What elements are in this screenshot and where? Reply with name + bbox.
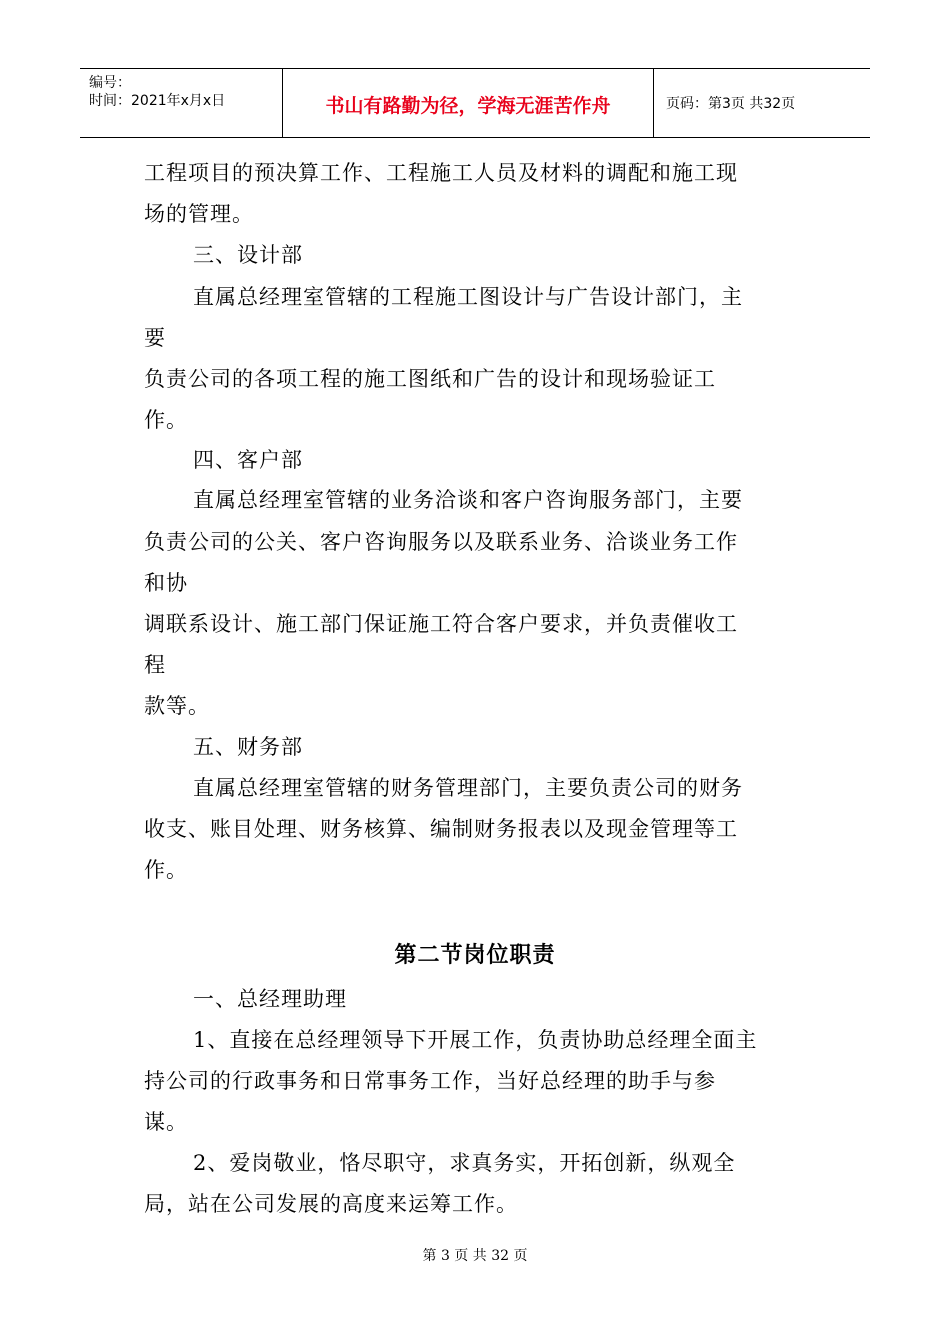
body-line: 1、直接在总经理领导下开展工作，负责协助总经理全面主	[193, 1028, 758, 1052]
section-title: 第二节岗位职责	[394, 942, 556, 968]
body-line: 持公司的行政事务和日常事务工作，当好总经理的助手与参	[144, 1069, 716, 1093]
body-line: 款等。	[144, 694, 210, 718]
body-line: 负责公司的各项工程的施工图纸和广告的设计和现场验证工	[144, 367, 716, 391]
document-time: 时间：2021年x月x日	[89, 93, 226, 109]
department-heading: 三、设计部	[193, 243, 303, 267]
body-line: 谋。	[144, 1110, 188, 1134]
header-page-cell	[653, 69, 870, 137]
body-line: 局，站在公司发展的高度来运筹工作。	[144, 1192, 518, 1216]
body-line: 直属总经理室管辖的工程施工图设计与广告设计部门，主	[193, 285, 743, 309]
role-heading: 一、总经理助理	[193, 987, 347, 1011]
body-line: 收支、账目处理、财务核算、编制财务报表以及现金管理等工	[144, 817, 738, 841]
body-line: 作。	[144, 408, 188, 432]
body-line: 程	[144, 653, 166, 677]
department-heading: 四、客户部	[193, 448, 303, 472]
body-line: 和协	[144, 571, 188, 595]
body-line: 场的管理。	[144, 202, 254, 226]
header-page-info: 页码：第3页 共32页	[666, 96, 796, 112]
page-header	[80, 68, 870, 138]
header-motto-cell	[282, 69, 654, 137]
body-line: 直属总经理室管辖的财务管理部门，主要负责公司的财务	[193, 776, 743, 800]
body-line: 工程项目的预决算工作、工程施工人员及材料的调配和施工现	[144, 161, 738, 185]
document-number-label: 编号：	[89, 75, 131, 91]
body-line: 负责公司的公关、客户咨询服务以及联系业务、洽谈业务工作	[144, 530, 738, 554]
header-meta	[80, 69, 282, 137]
body-line: 要	[144, 326, 166, 350]
department-heading: 五、财务部	[193, 735, 303, 759]
body-line: 调联系设计、施工部门保证施工符合客户要求，并负责催收工	[144, 612, 738, 636]
header-motto: 书山有路勤为径，学海无涯苦作舟	[325, 95, 611, 117]
body-line: 直属总经理室管辖的业务洽谈和客户咨询服务部门，主要	[193, 488, 743, 512]
body-line: 2、爱岗敬业，恪尽职守，求真务实，开拓创新，纵观全	[193, 1151, 736, 1175]
page-footer: 第 3 页 共 32 页	[422, 1248, 528, 1264]
body-line: 作。	[144, 858, 188, 882]
